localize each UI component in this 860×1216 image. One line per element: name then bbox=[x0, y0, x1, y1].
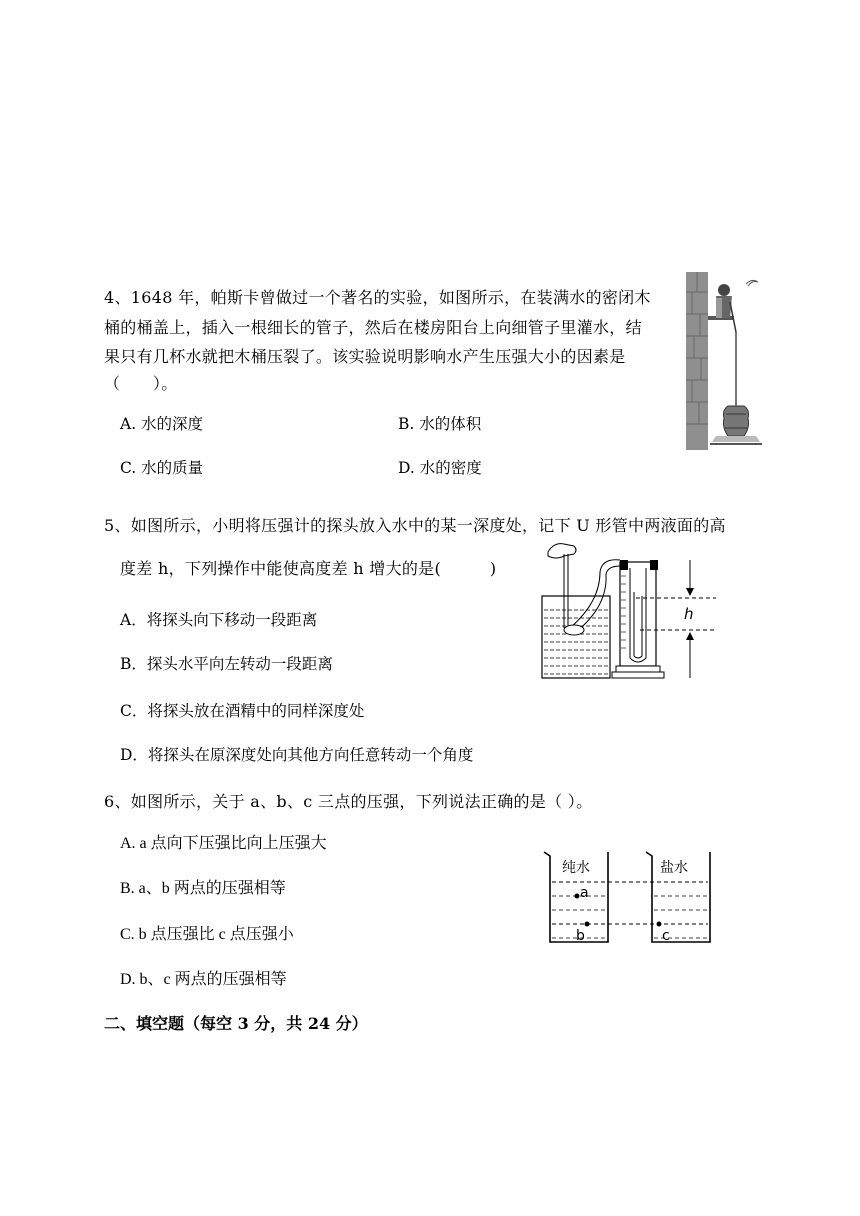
q4-option-b[interactable]: B. 水的体积 bbox=[398, 415, 482, 433]
q6-option-b[interactable]: B. a、b 两点的压强相等 bbox=[120, 880, 286, 897]
q6-line-1: 6、如图所示，关于 a、b、c 三点的压强，下列说法正确的是（ ）。 bbox=[104, 792, 593, 811]
q5-line-1: 5、如图所示，小明将压强计的探头放入水中的某一深度处，记下 U 形管中两液面的高 bbox=[104, 516, 726, 535]
gauge-h-label: h bbox=[684, 605, 694, 623]
q4-line-4: （ ）。 bbox=[104, 374, 178, 393]
pascal-barrel-figure bbox=[686, 272, 764, 450]
q6-option-c[interactable]: C. b 点压强比 c 点压强小 bbox=[120, 926, 294, 943]
point-a-dot bbox=[575, 894, 580, 899]
q4-option-d[interactable]: D. 水的密度 bbox=[398, 459, 482, 477]
pressure-gauge-figure bbox=[540, 532, 720, 682]
point-b-label: b bbox=[576, 928, 585, 944]
q5-option-d[interactable]: D．将探头在原深度处向其他方向任意转动一个角度 bbox=[120, 746, 474, 764]
q4-option-a[interactable]: A. 水的深度 bbox=[120, 415, 204, 433]
beakers-figure bbox=[540, 846, 720, 946]
point-c-label: c bbox=[662, 928, 670, 944]
q5-option-a[interactable]: A．将探头向下移动一段距离 bbox=[120, 611, 318, 629]
point-c-dot bbox=[657, 922, 662, 927]
q5-option-b[interactable]: B．探头水平向左转动一段距离 bbox=[120, 655, 333, 673]
beaker-pure-water-label: 纯水 bbox=[562, 860, 590, 876]
q4-line-3: 果只有几杯水就把木桶压裂了。该实验说明影响水产生压强大小的因素是 bbox=[104, 347, 626, 366]
q4-line-1: 4、1648 年，帕斯卡曾做过一个著名的实验，如图所示，在装满水的密闭木 bbox=[104, 288, 651, 307]
q4-line-2: 桶的桶盖上，插入一根细长的管子，然后在楼房阳台上向细管子里灌水，结 bbox=[104, 318, 642, 337]
point-b-dot bbox=[585, 922, 590, 927]
q5-line-2: 度差 h，下列操作中能使高度差 h 增大的是( ) bbox=[120, 559, 497, 578]
q5-option-c[interactable]: C．将探头放在酒精中的同样深度处 bbox=[120, 702, 365, 720]
q4-option-c[interactable]: C. 水的质量 bbox=[120, 459, 204, 477]
q6-option-d[interactable]: D. b、c 两点的压强相等 bbox=[120, 971, 287, 988]
point-a-label: a bbox=[580, 885, 589, 901]
beaker-salt-water-label: 盐水 bbox=[660, 860, 688, 876]
section-2-title: 二、填空题（每空 3 分，共 24 分） bbox=[104, 1014, 368, 1033]
q6-option-a[interactable]: A. a 点向下压强比向上压强大 bbox=[120, 835, 327, 852]
